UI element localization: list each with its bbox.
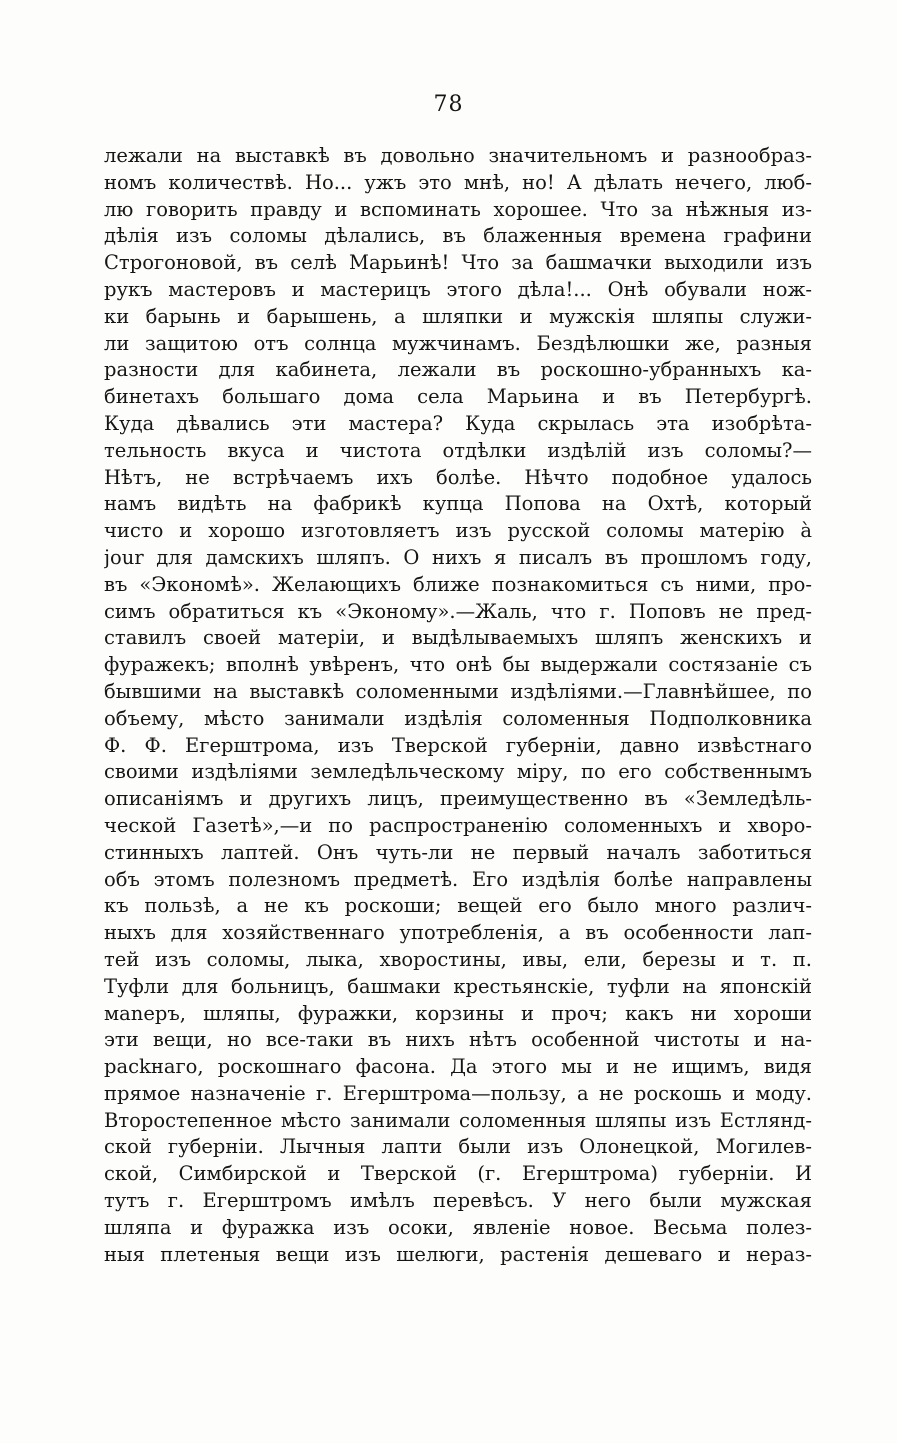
text-line: прямое назначеніе г. Егерштрома—пользу, а не роскошь и моду.	[104, 1081, 812, 1105]
text-line: объ этомъ полезномъ предметѣ. Его издѣлія болѣе направлены	[104, 867, 812, 891]
text-line: Строгоновой, въ селѣ Марьинѣ! Что за башмачки выходили изъ	[104, 251, 812, 275]
text-line: ставилъ своей матеріи, и выдѣлываемыхъ шляпъ женскихъ и	[104, 626, 812, 650]
text-line: своими издѣліями земледѣльческому міру, по его собственнымъ	[104, 760, 812, 784]
text-line: ской, Симбирской и Тверской (г. Егерштрома) губерніи. И	[104, 1162, 812, 1186]
text-line: ли защитою отъ солнца мужчинамъ. Бездѣлюшки же, разныя	[104, 331, 812, 355]
text-line: бинетахъ большаго дома села Марьина и въ Петербургѣ.	[104, 385, 812, 409]
text-line: описаніямъ и другихъ лицъ, преимущественно въ «Земледѣль-	[104, 787, 812, 811]
text-line: дѣлія изъ соломы дѣлались, въ блаженныя времена графини	[104, 224, 812, 248]
body-text	[104, 143, 812, 1268]
text-line: тей изъ соломы, лыка, хворостины, ивы, ели, березы и т. п.	[104, 947, 812, 971]
page-number: 78	[433, 92, 464, 117]
text-line: въ «Экономѣ». Желающихъ ближе познакомиться съ ними, про-	[104, 572, 812, 596]
text-line: чисто и хорошо изготовляетъ изъ русской соломы матерію à	[104, 519, 812, 543]
text-line: ческой Газетѣ»,—и по распространенію соломенныхъ и хворо-	[104, 813, 812, 837]
text-line: бывшими на выставкѣ соломенными издѣліями.—Главнѣйшее, по	[104, 679, 812, 703]
text-line: packнaго, роскошнаго фасона. Да этого мы и не ищимъ, видя	[104, 1055, 812, 1079]
text-line: эти вещи, но все-таки въ нихъ нѣтъ особенной чистоты и на-	[104, 1028, 812, 1052]
text-line: маneръ, шляпы, фуражки, корзины и проч; какъ ни хороши	[104, 1001, 812, 1025]
text-line: ныя плетеныя вещи изъ шелюги, растенія дешеваго и нераз-	[104, 1242, 812, 1266]
text-line: шляпа и фуражка изъ осоки, явленіе новое. Весьма полез-	[104, 1215, 812, 1239]
text-line: Ф. Ф. Егерштрома, изъ Тверской губерніи, давно извѣстнаго	[104, 733, 812, 757]
text-line: симъ обратиться къ «Эконому».—Жаль, что г. Поповъ не пред-	[104, 599, 812, 623]
text-line: тельность вкуса и чистота отдѣлки издѣлій изъ соломы?—	[104, 438, 812, 462]
text-line: намъ видѣть на фабрикѣ купца Попова на Охтѣ, который	[104, 492, 812, 516]
text-line: фуражекъ; вполнѣ увѣренъ, что онѣ бы выдержали состязаніе съ	[104, 653, 812, 677]
text-line: номъ количествѣ. Но... ужъ это мнѣ, но! А дѣлать нечего, люб-	[104, 170, 812, 194]
text-line: объему, мѣсто занимали издѣлія соломенныя Подполковника	[104, 706, 812, 730]
text-line: Нѣтъ, не встрѣчаемъ ихъ болѣе. Нѣчто подобное удалось	[104, 465, 812, 489]
text-line: Туфли для больницъ, башмаки крестьянскіе, туфли на японскій	[104, 974, 812, 998]
text-line: тутъ г. Егерштромъ имѣлъ перевѣсъ. У него были мужская	[104, 1189, 812, 1213]
text-line: лежали на выставкѣ въ довольно значительномъ и разнообраз-	[104, 144, 812, 167]
text-line: ныхъ для хозяйственнаго употребленія, а въ особенности лап-	[104, 921, 812, 945]
text-line: jour для дамскихъ шляпъ. О нихъ я писалъ въ прошломъ году,	[104, 545, 812, 569]
text-line: къ пользѣ, а не къ роскоши; вещей его было много различ-	[104, 894, 812, 918]
text-line: Куда дѣвались эти мастера? Куда скрылась эта изобрѣта-	[104, 411, 812, 435]
text-line: ки барынь и барышень, а шляпки и мужскія шляпы служи-	[104, 304, 812, 328]
text-line: рукъ мастеровъ и мастерицъ этого дѣла!... Онѣ обували нож-	[104, 277, 812, 301]
text-line: разности для кабинета, лежали въ роскошно-убранныхъ ка-	[104, 358, 812, 382]
text-line: стинныхъ лаптей. Онъ чуть-ли не первый началъ заботиться	[104, 840, 812, 864]
text-line: Второстепенное мѣсто занимали соломенныя шляпы изъ Естлянд-	[104, 1108, 812, 1132]
text-line: ской губерніи. Лычныя лапти были изъ Олонецкой, Могилев-	[104, 1135, 812, 1159]
text-line: лю говорить правду и вспоминать хорошее. Что за нѣжныя из-	[104, 197, 812, 221]
